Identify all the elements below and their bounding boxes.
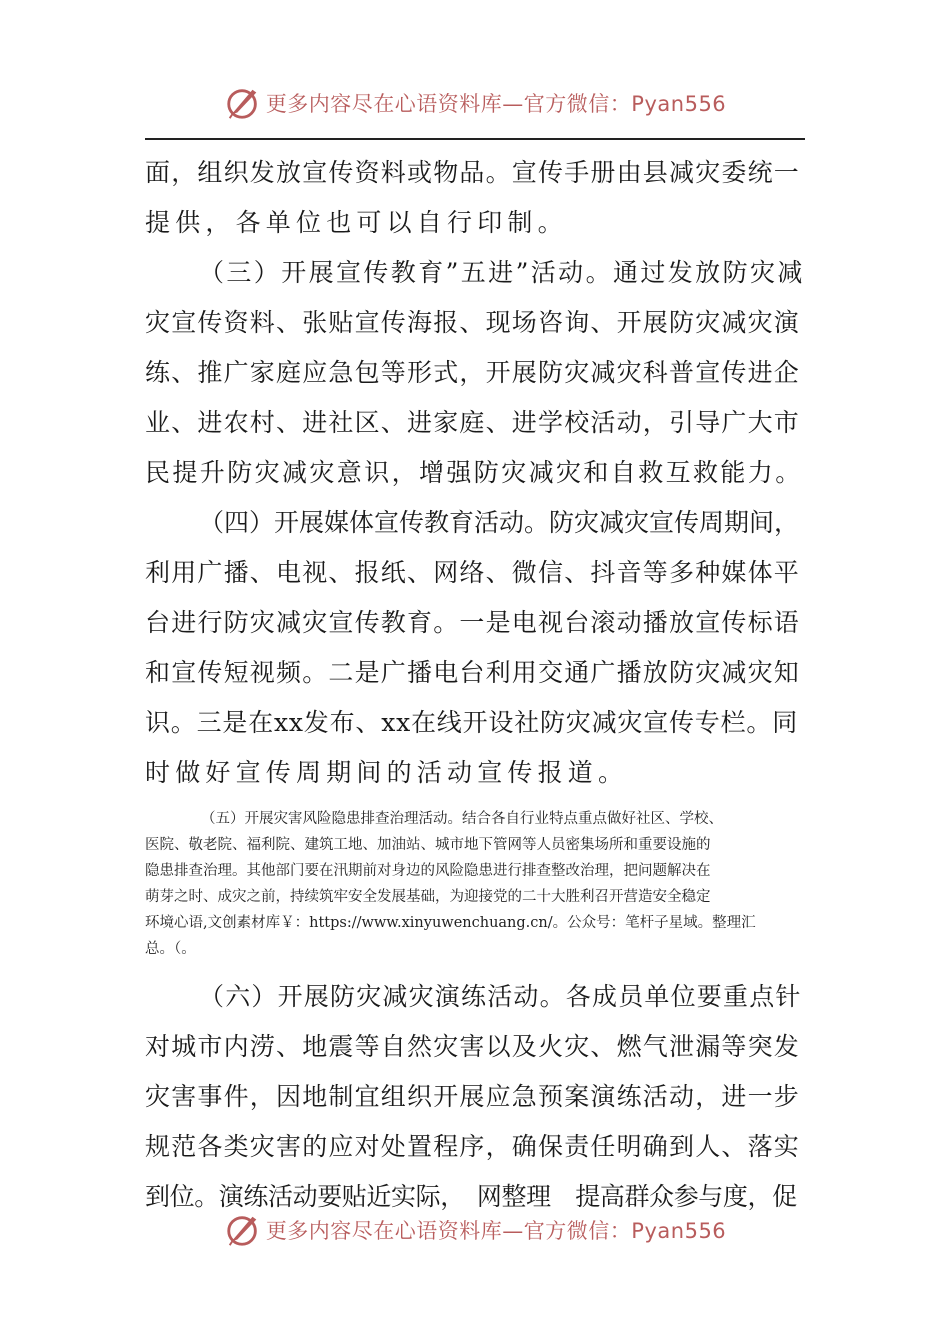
body-line: 到位。演练活动要贴近实际， 网整理 提高群众参与度，促 bbox=[145, 1182, 797, 1211]
body-line: 台进行防灾减灾宣传教育。一是电视台滚动播放宣传标语 bbox=[145, 608, 801, 637]
small-line: 隐患排查治理。其他部门要在汛期前对身边的风险隐患进行排查整改治理，把问题解决在 bbox=[145, 863, 711, 879]
body-line: 业、进农村、进社区、进家庭、进学校活动，引导广大市 bbox=[145, 408, 801, 437]
body-line: 利用广播、电视、报纸、网络、微信、抖音等多种媒体平 bbox=[145, 558, 801, 587]
section-heading-6: （六）开展防灾减灾演练活动。各成员单位要重点针 bbox=[199, 982, 802, 1011]
body-line: 灾害事件，因地制宜组织开展应急预案演练活动，进一步 bbox=[145, 1082, 801, 1111]
body-line: 时做好宣传周期间的活动宣传报道。 bbox=[145, 758, 629, 787]
header-divider bbox=[145, 138, 805, 140]
small-line: （五）开展灾害风险隐患排查治理活动。结合各自行业特点重点做好社区、学校、 bbox=[201, 811, 723, 827]
body-line: 和宣传短视频。二是广播电台利用交通广播放防灾减灾知 bbox=[145, 658, 801, 687]
footer-banner-text: 更多内容尽在心语资料库—官方微信：Pyan556 bbox=[265, 1219, 727, 1243]
quill-logo-icon bbox=[224, 84, 262, 122]
header-banner-text: 更多内容尽在心语资料库—官方微信：Pyan556 bbox=[265, 92, 727, 116]
small-line: 环境心语,文创素材库￥：https://www.xinyuwenchuang.cn/。公众号：笔杆子星域。整理汇 bbox=[145, 915, 756, 931]
section-heading-4: （四）开展媒体宣传教育活动。防灾减灾宣传周期间， bbox=[199, 508, 800, 537]
body-line: 练、推广家庭应急包等形式，开展防灾减灾科普宣传进企 bbox=[145, 358, 801, 387]
small-line: 总。（。 bbox=[145, 941, 196, 957]
small-line: 医院、敬老院、福利院、建筑工地、加油站、城市地下管网等人员密集场所和重要设施的 bbox=[145, 837, 711, 853]
small-line: 萌芽之时、成灾之前，持续筑牢安全发展基础，为迎接党的二十大胜利召开营造安全稳定 bbox=[145, 889, 711, 905]
body-line: 民提升防灾减灾意识，增强防灾减灾和自救互救能力。 bbox=[145, 458, 803, 487]
body-line: 对城市内涝、地震等自然灾害以及火灾、燃气泄漏等突发 bbox=[145, 1032, 801, 1061]
document-body bbox=[145, 148, 807, 1222]
body-line: 规范各类灾害的应对处置程序，确保责任明确到人、落实 bbox=[145, 1132, 801, 1161]
body-line: 识。三是在xx发布、xx在线开设社防灾减灾宣传专栏。同 bbox=[145, 708, 798, 737]
section-heading-3: （三）开展宣传教育”五进”活动。通过发放防灾减 bbox=[199, 258, 805, 287]
quill-logo-icon bbox=[224, 1211, 262, 1249]
small-print-paragraph bbox=[145, 806, 807, 962]
body-line: 灾宣传资料、张贴宣传海报、现场咨询、开展防灾减灾演 bbox=[145, 308, 801, 337]
body-line: 提供，各单位也可以自行印制。 bbox=[145, 208, 568, 237]
footer-banner bbox=[0, 1210, 950, 1250]
header-banner bbox=[0, 83, 950, 123]
body-line: 面，组织发放宣传资料或物品。宣传手册由县减灾委统一 bbox=[145, 158, 801, 187]
